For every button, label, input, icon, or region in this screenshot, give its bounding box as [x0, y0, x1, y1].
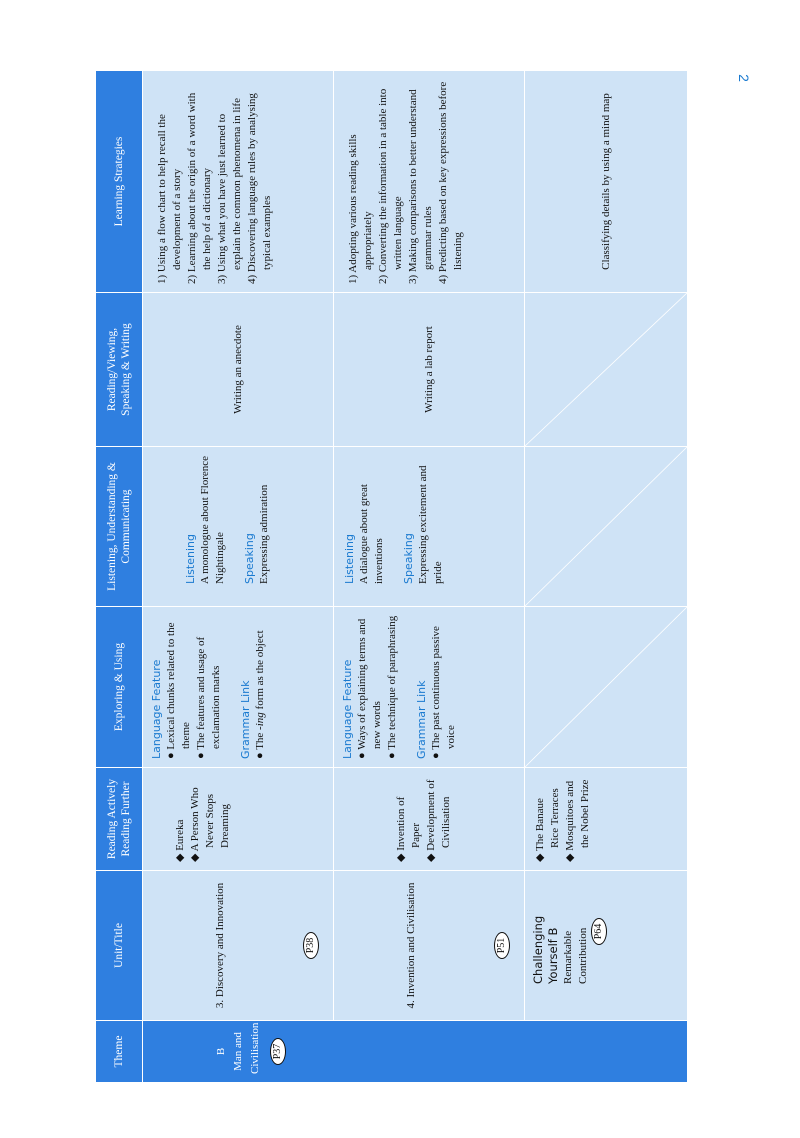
grammar-link-item: ● The -ing form as the object: [254, 630, 266, 759]
listening-text: A dialogue about great inventions: [358, 484, 385, 584]
theme-line2: Civilisation: [249, 1022, 261, 1074]
exploring-cell-3: [143, 606, 334, 767]
grammar-link-item: ● The past continuous passive voice: [430, 626, 457, 759]
listening-cell-4: [334, 446, 525, 606]
theme-line1: Man and: [232, 1032, 244, 1071]
header-exploring: Exploring & Using: [96, 606, 143, 767]
header-strategies: Learning Strategies: [96, 70, 143, 292]
strategy-item: 1) Adopting various reading skills appropriately: [347, 134, 374, 284]
language-feature-label: Language Feature: [341, 659, 354, 759]
writing-cell-3: Writing an anecdote: [143, 292, 334, 446]
language-feature-label: Language Feature: [150, 659, 163, 759]
unit-cell-3: [143, 870, 334, 1020]
speaking-text: Expressing admiration: [258, 484, 270, 584]
unit-page-badge-3: P38: [303, 932, 319, 960]
speaking-label: Speaking: [402, 533, 415, 584]
unit-page-badge-4: P51: [494, 932, 510, 960]
listening-label: Listening: [184, 534, 197, 584]
listening-text: A monologue about Florence Nightingale: [199, 455, 226, 584]
page-number: 2: [736, 74, 753, 82]
curriculum-table-rotated: [96, 70, 688, 1082]
challenge-title-line3: Remarkable: [562, 930, 574, 984]
reading-item: ◆ The Banaue Rice Terraces: [534, 788, 561, 862]
challenge-title-line4: Contribution: [577, 927, 589, 984]
strategy-item: 1) Using a flow chart to help recall the development of a story: [156, 114, 183, 284]
header-theme: Theme: [96, 1020, 143, 1082]
reading-item: ◆ Invention of Paper: [395, 796, 422, 862]
language-feature-item: ● Ways of explaining terms and new words: [356, 618, 383, 759]
unit-cell-challenge: [525, 870, 688, 1020]
strategies-cell-4: [334, 70, 525, 292]
language-feature-item: ● The features and usage of exclamation marks: [195, 636, 222, 759]
language-feature-item: ● Lexical chunks related to the theme: [165, 622, 192, 759]
speaking-text: Expressing excitement and pride: [417, 465, 444, 584]
listening-cell-3: [143, 446, 334, 606]
unit-page-badge-challenge: P64: [591, 918, 607, 946]
header-reading: Reading Actively Reading Further: [96, 767, 143, 870]
unit-title-3: 3. Discovery and Innovation: [214, 882, 226, 1009]
writing-cell-empty: [525, 292, 688, 446]
theme-page-badge: P37: [270, 1038, 286, 1066]
speaking-label: Speaking: [243, 533, 256, 584]
reading-cell-4: [334, 767, 525, 870]
reading-item: ◆ A Person Who Never Stops Dreaming: [189, 787, 231, 862]
strategy-item: 2) Converting the information in a table into written language: [377, 88, 404, 284]
diagonal-line: [525, 293, 687, 446]
grammar-link-label: Grammar Link: [415, 680, 428, 759]
language-feature-item: ● The technique of paraphrasing: [386, 615, 398, 759]
theme-text: [213, 1022, 286, 1074]
theme-cell: [143, 1020, 688, 1082]
reading-cell-challenge: [525, 767, 688, 870]
writing-cell-4: Writing a lab report: [334, 292, 525, 446]
reading-item: ◆ Mosquitoes and the Nobel Prize: [564, 779, 591, 862]
header-unit-title: Unit/Title: [96, 870, 143, 1020]
strategy-item: 3) Using what you have just learned to explain the common phenomena in life: [216, 98, 243, 284]
listening-label: Listening: [343, 534, 356, 584]
theme-letter: B: [215, 1047, 227, 1056]
header-writing: Reading/Viewing, Speaking & Writing: [96, 292, 143, 446]
exploring-cell-empty: [525, 606, 688, 767]
diagonal-line: [525, 607, 687, 767]
unit-cell-4: [334, 870, 525, 1020]
header-listening: Listening, Understanding & Communicating: [96, 446, 143, 606]
strategies-cell-3: [143, 70, 334, 292]
strategy-item: 4) Predicting based on key expressions before listening: [437, 81, 464, 284]
strategy-item: 3) Making comparisons to better understand grammar rules: [407, 89, 434, 284]
unit-title-4: 4. Invention and Civilisation: [405, 882, 417, 1009]
grammar-link-label: Grammar Link: [239, 680, 252, 759]
reading-cell-3: [143, 767, 334, 870]
listening-cell-empty: [525, 446, 688, 606]
strategy-item: 2) Learning about the origin of a word with the help of a dictionary: [186, 92, 213, 284]
reading-item: ◆ Development of Civilisation: [425, 779, 452, 862]
challenge-title-line2: Yourself B: [546, 927, 560, 984]
exploring-cell-4: [334, 606, 525, 767]
curriculum-table: [96, 70, 688, 1082]
diagonal-line: [525, 447, 687, 606]
challenge-title-line1: Challenging: [531, 915, 545, 984]
reading-item: ◆ Eureka: [174, 819, 186, 862]
strategy-item: 4) Discovering language rules by analysing typical examples: [246, 93, 273, 284]
strategies-cell-challenge: Classifying details by using a mind map: [525, 70, 688, 292]
